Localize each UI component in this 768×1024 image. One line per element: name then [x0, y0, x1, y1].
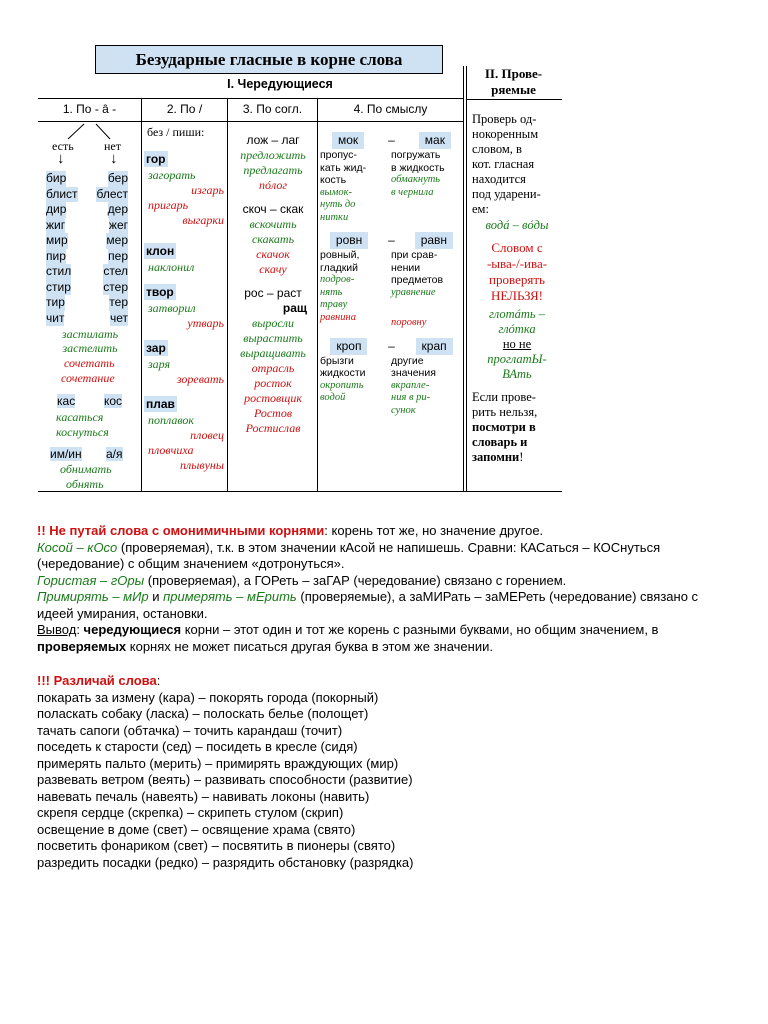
col5-green-line: глóтка: [498, 322, 536, 336]
col1-example: застелить: [62, 341, 118, 355]
col1-root: им/ин: [50, 447, 82, 461]
col4-right: [391, 355, 463, 418]
col4-header: 4. По смыслу: [353, 102, 428, 116]
col2-group: [144, 242, 228, 275]
col1-root-left: блист: [46, 186, 78, 201]
col5-line: нокоренным: [472, 127, 539, 141]
col1-pair-row: [46, 280, 128, 296]
col4-root-left: кроп: [330, 338, 367, 355]
col4-root-right: крап: [416, 338, 453, 355]
col4-desc: кость: [320, 174, 347, 186]
col3-example: Ростов: [253, 406, 293, 420]
table-rule: [38, 98, 463, 99]
col3-root: ращ: [282, 301, 307, 315]
homonym-example: Примирять – мИр и примерять – мЕрить (проверяемые), а заМИРать – заМЕРеть (чередование) связано с идеей умирания, остановки.: [37, 589, 699, 621]
distinguish-item: развевать ветром (веять) – развивать способности (развитие): [37, 772, 413, 787]
col2-example: затворил: [148, 301, 196, 315]
col5-line: словом, в: [472, 142, 522, 156]
col4-desc: нении: [391, 261, 421, 274]
distinguish-heading: !!! Различай слова:: [37, 673, 161, 688]
col4-desc: значения: [391, 367, 436, 379]
col1-root-right: блест: [96, 186, 128, 201]
distinguish-item: разредить посадки (редко) – разрядить обстановку (разрядка): [37, 854, 414, 870]
col5-bang: !: [519, 450, 524, 464]
col2-root: зар: [146, 341, 166, 355]
col4-example: равнина: [320, 311, 356, 323]
col1-branch-left: есть: [52, 139, 74, 153]
col4-desc: жидкости: [320, 367, 366, 379]
col5-line: ем:: [472, 202, 489, 216]
distinguish-list: [37, 690, 737, 872]
col2-example: поплавок: [148, 413, 195, 427]
homonym-example: Гористая – гОры (проверяемая), а ГОРеть – заГАР (чередование) связано с горением.: [37, 572, 567, 588]
col1-header: 1. По - â -: [62, 102, 117, 116]
col5-bold-line: [472, 420, 562, 435]
col1-root: а/я: [106, 447, 123, 461]
col1-branch-right: нет: [104, 139, 121, 153]
col1-root: кос: [104, 394, 123, 408]
col4-example: нять: [320, 286, 343, 298]
col2-root: плав: [146, 397, 175, 411]
col4-example: нитки: [320, 211, 349, 223]
col2-root: гор: [146, 152, 166, 166]
col5-content: [472, 112, 562, 465]
col3-groups: [229, 132, 317, 444]
homonym-section: [37, 523, 737, 655]
col1-pair-row: [46, 249, 128, 265]
col4-group: [320, 132, 463, 224]
col5-bold-text: словарь и: [472, 435, 528, 449]
col4-root-pair: [320, 338, 463, 355]
col4-desc-row: [320, 355, 463, 418]
col4-root-pair: [320, 232, 463, 249]
col2-example: заря: [148, 357, 171, 371]
col3-example: выросли: [252, 316, 294, 330]
col5-green-line: глотáть –: [489, 307, 545, 321]
col1-root-left: мир: [46, 233, 68, 247]
col2-example: изгарь: [191, 183, 224, 197]
conclusion: Вывод: чередующиеся корни – этот один и тот же корень с разными буквами, но общим значением, в проверяемых корнях не может писаться другая буква в этом же значении.: [37, 622, 659, 654]
col3-example: вскочить: [249, 217, 297, 231]
col4-example: вкрапле-: [391, 379, 430, 391]
distinguish-section: [37, 673, 737, 871]
section-checkable-header: II. Прове- ряемые: [484, 66, 543, 97]
distinguish-item: посветить фонариком (свет) – посвятить в пионеры (свято): [37, 838, 396, 853]
col4-desc: гладкий: [320, 261, 359, 274]
col2-root: клон: [146, 244, 175, 258]
col4-desc-row: [320, 149, 463, 224]
table-rule: [38, 121, 463, 122]
table-divider: [466, 66, 467, 491]
col1-root-right: мер: [106, 233, 128, 247]
col3-example: выращивать: [240, 346, 306, 360]
col1-example: коснуться: [56, 425, 109, 439]
col5-green-line: проглатЫ-: [487, 352, 547, 366]
col3-example: росток: [254, 376, 292, 390]
col5-advice-bold: [472, 420, 562, 465]
col4-groups: [320, 132, 463, 462]
col1-pair-row: [46, 295, 128, 311]
col5-line: кот. гласная: [472, 157, 535, 171]
col1-example: обнять: [66, 477, 104, 491]
col3-group: [229, 285, 317, 436]
col1-root-right: пер: [108, 248, 128, 263]
col5-end-line: рить нельзя,: [472, 405, 538, 419]
col2-group: [144, 150, 228, 228]
distinguish-item: тачать сапоги (обтачка) – точить карандаш (точит): [37, 722, 343, 738]
col4-desc: предметов: [391, 274, 444, 286]
col4-left: [320, 249, 386, 330]
col1-example: сочетать: [64, 356, 115, 370]
col1-root-pairs: [46, 171, 136, 326]
col4-left: [320, 149, 386, 224]
col5-red-line: -ыва-/-ива-: [486, 256, 548, 271]
col2-group: [144, 339, 228, 387]
table-rule: [38, 491, 562, 492]
col2-group: [144, 395, 228, 473]
col1-root-left: бир: [46, 171, 67, 185]
table-divider: [317, 98, 318, 491]
col1-root-right: дер: [107, 202, 128, 216]
col1-pair-row: [46, 202, 128, 218]
col4-example: водой: [320, 392, 346, 403]
section-alternating-header: I. Чередующиеся: [227, 77, 333, 91]
distinguish-item: покарать за измену (кара) – покорять города (покорный): [37, 689, 379, 705]
col5-example-green: [472, 352, 562, 382]
col4-example: окропить: [320, 379, 364, 391]
table-rule: [466, 99, 562, 100]
col1-root: кас: [57, 394, 76, 408]
col1-root-left: дир: [46, 202, 67, 216]
col1-root-left: пир: [46, 248, 66, 263]
distinguish-item: поседеть к старости (сед) – посидеть в кресле (сидя): [37, 739, 358, 754]
col4-desc: ровный,: [320, 249, 360, 261]
col1-example: сочетание: [61, 371, 115, 385]
col3-header: 3. По согл.: [242, 102, 303, 116]
col4-right: [391, 149, 463, 224]
page-title: Безударные гласные в корне слова: [95, 45, 443, 74]
col2-header: 2. По /: [166, 102, 203, 116]
col3-root: рос – раст: [244, 286, 302, 300]
col3-example: пóлог: [258, 178, 288, 192]
table-divider: [141, 98, 142, 491]
col3-example: предлагать: [243, 163, 303, 177]
col2-example: загорать: [148, 168, 196, 182]
homonym-heading-line: !! Не путай слова с омонимичными корнями: корень тот же, но значение другое.: [37, 523, 544, 538]
col5-line: находится: [472, 172, 526, 186]
col5-warning: [472, 240, 562, 304]
arrow-down-icon: ↓: [57, 151, 65, 167]
col4-example: поровну: [391, 317, 427, 328]
col1-pair-row: [46, 171, 128, 187]
col4-example: уравнение: [391, 286, 436, 298]
col4-root-right: равн: [415, 232, 453, 249]
col4-root-left: мок: [332, 132, 364, 149]
col2-example: плывуны: [180, 458, 224, 472]
col2-groups: [144, 150, 228, 481]
col2-example: пригарь: [148, 198, 189, 212]
col2-example: утварь: [187, 316, 224, 330]
col5-not: но не: [502, 337, 532, 351]
col3-example: предложить: [240, 148, 306, 162]
col1-root-left: стил: [46, 264, 72, 278]
col4-example: ния в ри-: [391, 392, 431, 403]
col4-desc-row: [320, 249, 463, 330]
col3-root: лож – лаг: [246, 133, 300, 147]
col3-example: вырастить: [243, 331, 303, 345]
col5-red-line: проверять: [489, 272, 545, 287]
col5-red-line: НЕЛЬЗЯ!: [491, 288, 543, 303]
col3-example: отрасль: [251, 361, 295, 375]
col4-root-right: мак: [419, 132, 451, 149]
col1-root-left: тир: [46, 295, 65, 309]
col3-group: [229, 132, 317, 193]
col3-example: скачок: [256, 247, 290, 261]
table-divider: [463, 66, 464, 491]
col4-desc: кать жид-: [320, 161, 367, 174]
col1-root-right: тер: [109, 295, 128, 309]
col3-example: ростовщик: [244, 391, 302, 405]
col1-root-right: жег: [108, 217, 128, 232]
col5-red-line: Словом с: [491, 240, 543, 255]
col4-group: [320, 338, 463, 418]
col3-group: [229, 201, 317, 277]
col2-example: пловчиха: [148, 443, 194, 457]
col5-bold-text: запомни: [472, 450, 520, 464]
col5-bold-text: посмотри в: [472, 420, 536, 434]
col4-left: [320, 355, 386, 418]
col1-pair-row: [46, 218, 128, 234]
arrow-down-icon: ↓: [110, 151, 118, 167]
col3-example: скачу: [259, 262, 287, 276]
col5-advice: [472, 390, 562, 420]
col1-root-left: жиг: [46, 217, 66, 232]
col3-example: скакать: [251, 232, 295, 246]
col5-example-green: [472, 307, 562, 337]
col1-example: застилать: [61, 327, 119, 341]
col5-instructions: [472, 112, 562, 217]
col1-root-right: бер: [107, 171, 128, 185]
col1-root-right: стер: [103, 279, 128, 294]
col1-root-right: чет: [109, 310, 128, 325]
col4-root-pair: [320, 132, 463, 149]
col4-root-left: ровн: [330, 232, 368, 249]
col2-example: пловец: [190, 428, 224, 442]
homonym-example: Косой – кОсо (проверяемая), т.к. в этом значении кАсой не напишешь. Сравни: КАСаться – КОСнуться (чередование) с общим значением «дотронуться».: [37, 539, 661, 571]
col5-example: водá – вóды: [485, 218, 549, 232]
col4-desc: погружать: [391, 149, 441, 161]
col4-example: сунок: [391, 404, 416, 416]
distinguish-item: освещение в доме (свет) – освящение храма (свято): [37, 821, 356, 837]
col4-example: нуть до: [320, 199, 356, 210]
col1-example: касаться: [56, 410, 104, 424]
col3-example: Ростислав: [245, 421, 301, 435]
col4-dash: –: [388, 133, 395, 147]
col1-pair-row: [46, 264, 128, 280]
col5-green-line: ВАть: [502, 367, 532, 381]
col4-dash: –: [388, 338, 395, 353]
col4-example: в чернила: [391, 186, 434, 198]
col4-dash: –: [388, 233, 395, 247]
col4-desc: при срав-: [391, 249, 438, 261]
col1-pair-row: [46, 187, 128, 203]
col4-example: траву: [320, 299, 348, 310]
col5-line: Проверь од-: [472, 112, 537, 126]
col4-group: [320, 232, 463, 330]
col5-end-line: Если прове-: [472, 390, 536, 404]
col2-example: выгарки: [182, 213, 224, 227]
col5-bold-line: [472, 435, 562, 450]
col2-group: [144, 283, 228, 331]
col5-bold-line: [472, 450, 562, 465]
col4-example: вымок-: [320, 186, 353, 198]
col5-line: под ударени-: [472, 187, 541, 201]
distinguish-item: поласкать собаку (ласка) – полоскать белье (полощет): [37, 706, 369, 721]
col4-desc: другие: [391, 354, 424, 367]
col2-root: твор: [146, 285, 174, 299]
col1-root-left: чит: [46, 310, 65, 325]
col4-desc: пропус-: [320, 149, 357, 161]
col2-example: зоревать: [176, 372, 224, 386]
col1-pair-row: [46, 311, 128, 327]
col4-desc: брызги: [320, 354, 354, 367]
col4-desc: в жидкость: [391, 161, 445, 174]
distinguish-item: навевать печаль (навеять) – навивать локоны (навить): [37, 788, 370, 804]
col3-root: скоч – скак: [242, 202, 304, 216]
col4-example: обмакнуть: [391, 174, 441, 185]
col1-root-left: стир: [46, 279, 71, 294]
col1-pair-row: [46, 233, 128, 249]
col4-example: подров-: [320, 274, 355, 285]
distinguish-item: скрепя сердце (скрепка) – скрипеть стулом (скрип): [37, 805, 344, 820]
col2-note: без / пиши:: [147, 125, 205, 139]
col2-example: наклонил: [148, 260, 195, 274]
col1-example: обнимать: [60, 462, 112, 476]
col1-root-right: стел: [103, 264, 128, 278]
col4-right: [391, 249, 463, 330]
distinguish-item: примерять пальто (мерить) – примирять враждующих (мир): [37, 755, 399, 771]
